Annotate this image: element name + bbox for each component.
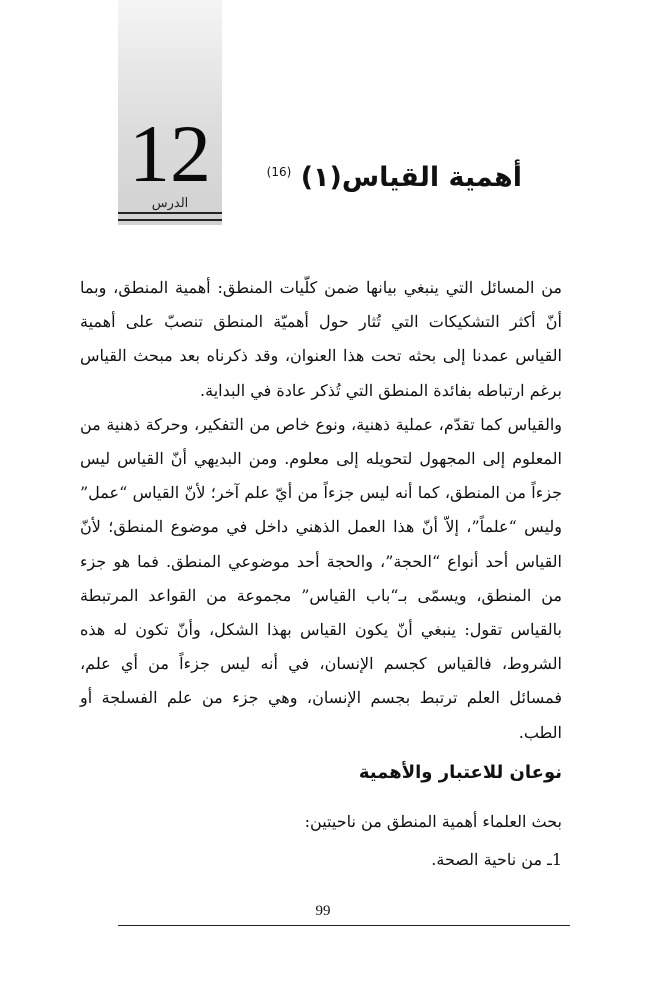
logo-rule-bottom [118, 219, 222, 221]
chapter-logo-text: الدرس [151, 196, 189, 211]
section-heading: نوعان للاعتبار والأهمية [358, 762, 562, 783]
list-item: 1ـ من ناحية الصحة. [431, 850, 562, 869]
page-number: 99 [315, 903, 331, 919]
paragraph-1: من المسائل التي ينبغي بيانها ضمن كلّيات المنطق: أهمية المنطق، وبما أنّ أكثر التشكيكات التي تُثار حول أهميّة المنطق تنصبّ على أهمية القياس عمدنا إلى بحثه تحت هذا العنوان، وقد ذكرناه بعد مبحث القياس برغم ارتباطه بفائدة المنطق التي تُذكر عادة في البداية. [80, 278, 563, 400]
footer-rule [118, 925, 570, 926]
title-footnote-ref: (16) [266, 165, 292, 179]
logo-rule-top [118, 212, 222, 214]
section-intro: بحث العلماء أهمية المنطق من ناحيتين: [304, 812, 562, 831]
title-text: أهمية القياس(١) [300, 162, 522, 193]
paragraph-2: والقياس كما تقدّم، عملية ذهنية، ونوع خاص من التفكير، وحركة ذهنية من المعلوم إلى المجهول لتحويله إلى معلوم. ومن البديهي أنّ القياس ليس جزءاً من المنطق، كما أنه ليس جزءاً من أيّ علم آخر؛ لأنّ القياس “عمل” وليس “علماً”، إلاّ أنّ هذا العمل الذهني داخل في موضوع المنطق؛ لأنّ القياس أحد أنواع “الحجة”، والحجة أحد موضوعي المنطق. فما هو جزء من المنطق، ويسمّى بـ“باب القياس” مجموعة من القواعد المرتبطة بالقياس تقول: ينبغي أنّ يكون القياس بهذا الشكل، وأنّ تكون له هذه الشروط، فالقياس كجسم الإنسان، في أنه ليس جزءاً من أي علم، فمسائل العلم ترتبط بجسم الإنسان، وهي جزء من علم الفسلجة أو الطب. [80, 414, 562, 742]
page-title [267, 150, 522, 200]
body-text [80, 271, 562, 750]
chapter-number: 12 [129, 108, 211, 199]
